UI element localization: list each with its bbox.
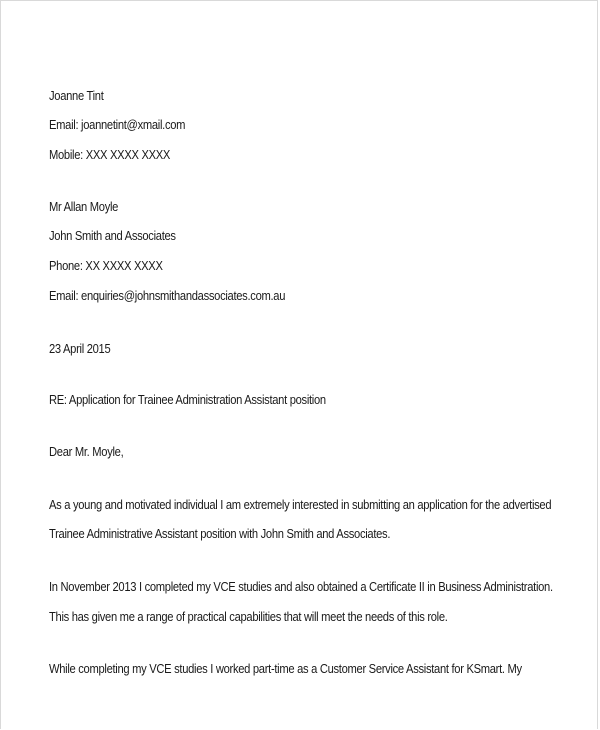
sender-email: Email: joannetint@xmail.com — [49, 117, 186, 132]
sender-name: Joanne Tint — [49, 88, 104, 103]
letter-subject: RE: Application for Trainee Administration Assistant position — [49, 392, 326, 407]
sender-mobile: Mobile: XXX XXXX XXXX — [49, 147, 171, 162]
recipient-phone: Phone: XX XXXX XXXX — [49, 258, 163, 273]
salutation: Dear Mr. Moyle, — [49, 444, 124, 459]
recipient-email: Email: enquiries@johnsmithandassociates.com.au — [49, 288, 286, 303]
letter-date: 23 April 2015 — [49, 341, 111, 356]
body-paragraph-1-line-2: Trainee Administrative Assistant position with John Smith and Associates. — [49, 526, 391, 541]
recipient-company: John Smith and Associates — [49, 228, 176, 243]
recipient-name: Mr Allan Moyle — [49, 199, 119, 214]
body-paragraph-2-line-1: In November 2013 I completed my VCE studies and also obtained a Certificate II in Business Administration. — [49, 579, 553, 594]
body-paragraph-1-line-1: As a young and motivated individual I am extremely interested in submitting an application for the advertised — [49, 497, 552, 512]
body-paragraph-2-line-2: This has given me a range of practical capabilities that will meet the needs of this role. — [49, 609, 448, 624]
body-paragraph-3-line-1: While completing my VCE studies I worked part-time as a Customer Service Assistant for KSmart. My — [49, 661, 522, 676]
